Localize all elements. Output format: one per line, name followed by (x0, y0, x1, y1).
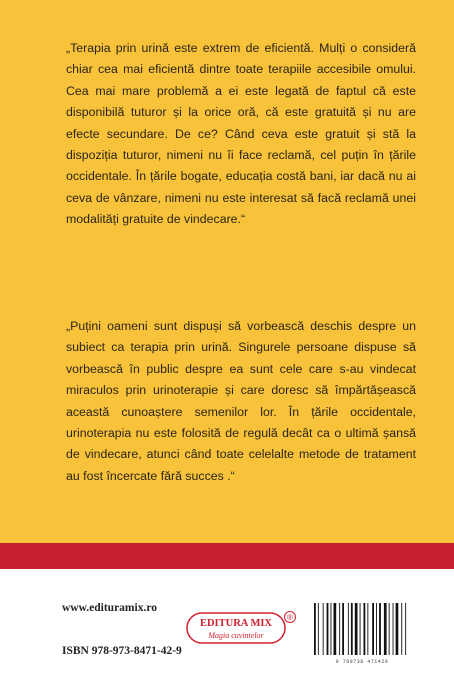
barcode-bar (384, 603, 387, 655)
quote-second: „Puțini oameni sunt dispuși să vorbească deschis despre un subiect ca terapia prin urină. Singurele persoane dispuse să vorbească în public despre ea sunt cele care s-au vindecat miraculos prin urinoterapie și care doresc să împărtășească această cunoaștere semenilor lor. În țările occidentale, urinoterapia nu este folosită de regulă decât ca o ultimă șansă de vindecare, atunci când toate celelalte metode de tratament au fost încercate fără succes .“ (66, 319, 416, 483)
barcode-bar (396, 603, 399, 655)
barcode-bar (372, 603, 374, 655)
quote-first: „Terapia prin urină este extrem de eficientă. Mulți o consideră chiar cea mai eficientă dintre toate terapiile accesibile omului. Cea mai mare problemă a ei este legată de faptul că este disponibilă tuturor și la orice oră, că este gratuită și nu are efecte secundare. De ce? Când ceva este gratuit și stă la dispoziția tuturor, nimeni nu îi face reclamă, cel puțin în țările occidentale. În țările bogate, educația costă bani, iar dacă nu ai ceva de vânzare, nimeni nu este interesat să facă reclamă unei modalități gratuite de vindecare.“ (66, 41, 416, 227)
footer (0, 569, 454, 700)
barcode-bar (331, 603, 332, 655)
barcode-bar (342, 603, 344, 655)
barcode-bar (376, 603, 377, 655)
barcode-bar (405, 603, 406, 655)
logo-publisher-name: EDITURA MIX (199, 618, 273, 629)
barcode-bar (379, 603, 381, 655)
barcode-bar (367, 603, 368, 655)
red-band (0, 543, 454, 569)
barcode-bar (339, 603, 340, 655)
barcode-bar (364, 603, 366, 655)
barcode-bar (323, 603, 324, 655)
barcode-bar (334, 603, 337, 655)
isbn-text: ISBN 978-973-8471-42-9 (62, 645, 182, 657)
barcode-bar (393, 603, 394, 655)
barcode-bar (351, 603, 353, 655)
barcode-bar (318, 603, 319, 655)
barcode-bar (360, 603, 361, 655)
logo-tagline: Magia cuvintelor (208, 631, 264, 640)
barcode-digits: 9 789738 471429 (335, 659, 389, 665)
barcode-bar (389, 603, 390, 655)
publisher-logo (186, 610, 298, 646)
barcode-bar (314, 603, 316, 655)
barcode-bar (327, 603, 329, 655)
registered-mark: ® (287, 613, 293, 622)
barcode-bar (355, 603, 358, 655)
website-link[interactable]: www.edituramix.ro (62, 602, 157, 614)
barcode-bar (401, 603, 402, 655)
barcode (312, 601, 412, 657)
barcode-bar (348, 603, 349, 655)
